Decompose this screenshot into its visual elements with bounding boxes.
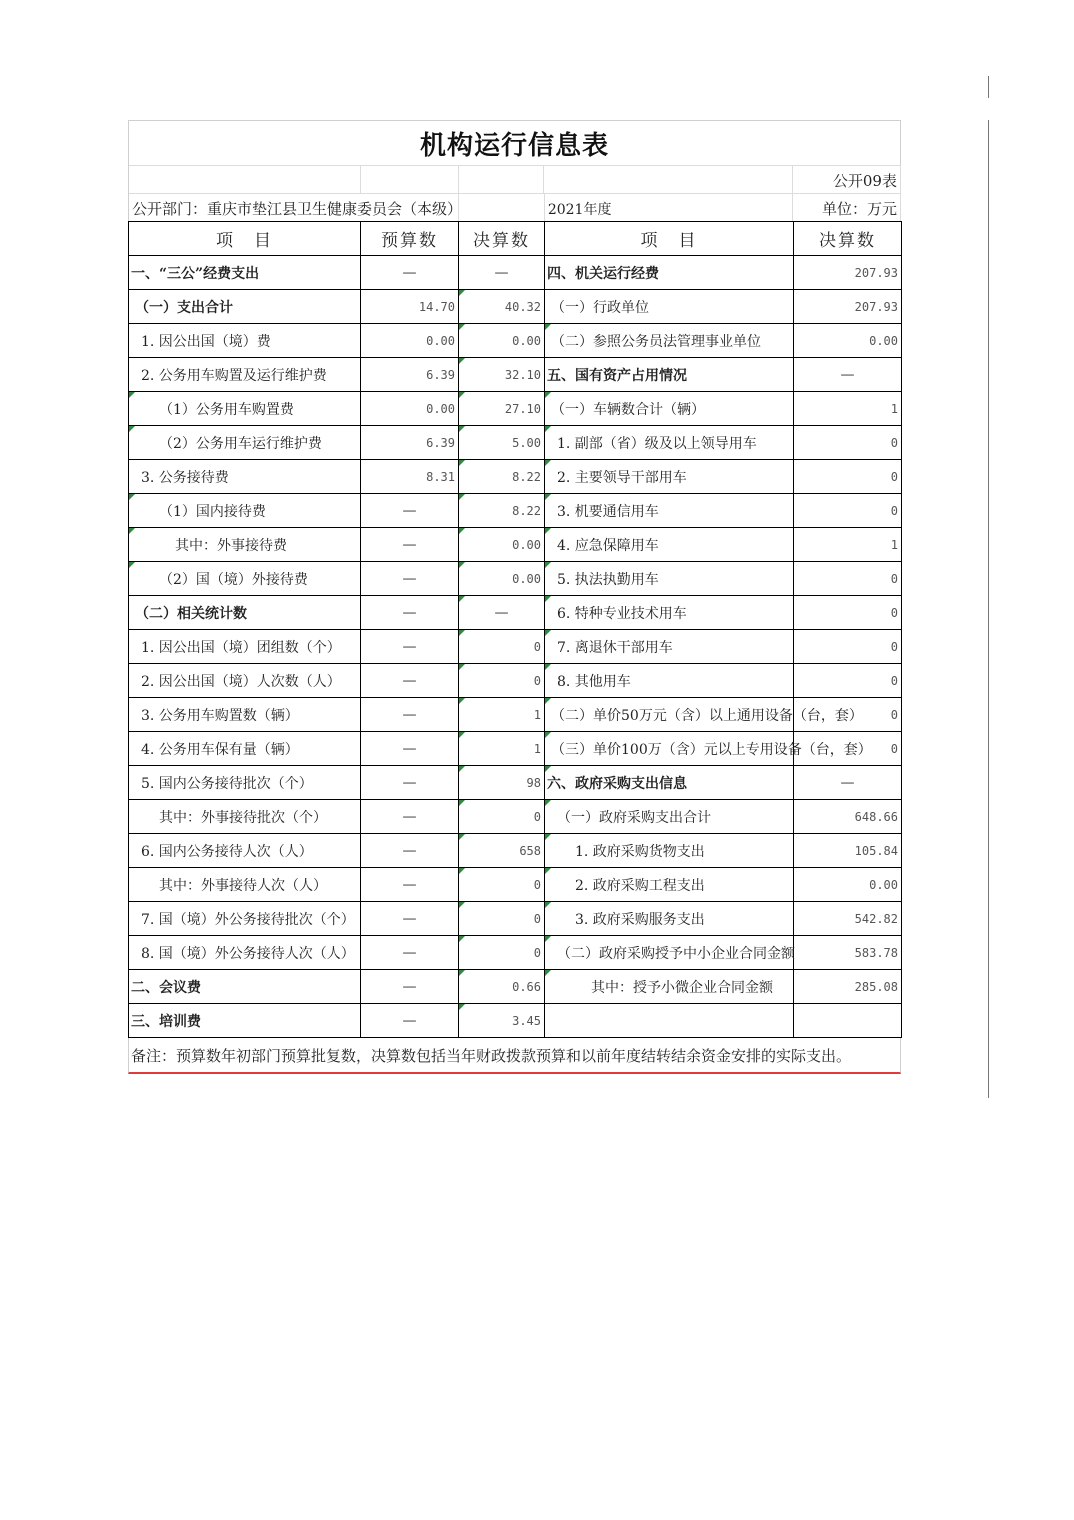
row-budget: — (361, 528, 459, 562)
table-row (129, 358, 902, 392)
row-budget: 0.00 (361, 392, 459, 426)
row-right-final: 0 (794, 664, 902, 698)
fiscal-year: 2021年度 (545, 193, 793, 221)
row-right-item: 五、国有资产占用情况 (545, 358, 794, 392)
table-row (129, 392, 902, 426)
row-right-item: （二）单价50万元（含）以上通用设备（台，套） (545, 698, 794, 732)
row-right-item: 3. 机要通信用车 (545, 494, 794, 528)
row-right-final: 0 (794, 732, 902, 766)
row-final: 0.00 (459, 528, 545, 562)
row-right-final: 0 (794, 460, 902, 494)
table-row (129, 698, 902, 732)
row-right-final: 0.00 (794, 868, 902, 902)
table-row (129, 460, 902, 494)
row-budget: — (361, 834, 459, 868)
row-right-item: 其中：授予小微企业合同金额 (545, 970, 794, 1004)
row-final: 658 (459, 834, 545, 868)
page-edge-marker (988, 76, 989, 98)
row-left-item: 一、“三公”经费支出 (129, 256, 361, 290)
row-left-item: 2. 因公出国（境）人次数（人） (129, 664, 361, 698)
row-right-item: （二）政府采购授予中小企业合同金额 (545, 936, 794, 970)
footnote: 备注：预算数年初部门预算批复数，决算数包括当年财政拨款预算和以前年度结转结余资金安排的实际支出。 (128, 1038, 901, 1074)
row-final: 8.22 (459, 460, 545, 494)
row-final: 8.22 (459, 494, 545, 528)
department-label: 公开部门：重庆市垫江县卫生健康委员会（本级） (129, 193, 459, 221)
row-left-item: 6. 国内公务接待人次（人） (129, 834, 361, 868)
row-budget: 0.00 (361, 324, 459, 358)
row-final: 0 (459, 902, 545, 936)
row-right-item: 3. 政府采购服务支出 (545, 902, 794, 936)
row-right-item: 六、政府采购支出信息 (545, 766, 794, 800)
row-left-item: 3. 公务用车购置数（辆） (129, 698, 361, 732)
row-final: 0 (459, 868, 545, 902)
table-row (129, 800, 902, 834)
row-left-item: 其中：外事接待人次（人） (129, 868, 361, 902)
row-budget: 8.31 (361, 460, 459, 494)
row-budget: — (361, 562, 459, 596)
table-row (129, 902, 902, 936)
row-budget: — (361, 766, 459, 800)
row-right-item: 2. 主要领导干部用车 (545, 460, 794, 494)
row-right-item: 1. 副部（省）级及以上领导用车 (545, 426, 794, 460)
row-right-final: 0.00 (794, 324, 902, 358)
row-right-final: 1 (794, 392, 902, 426)
row-budget: 14.70 (361, 290, 459, 324)
row-budget: — (361, 494, 459, 528)
table-row (129, 1004, 902, 1038)
table-row (129, 290, 902, 324)
row-final: 0.00 (459, 324, 545, 358)
row-budget: — (361, 630, 459, 664)
row-left-item: 8. 国（境）外公务接待人次（人） (129, 936, 361, 970)
row-budget: — (361, 596, 459, 630)
row-right-item: 8. 其他用车 (545, 664, 794, 698)
row-right-final: 207.93 (794, 256, 902, 290)
page-title: 机构运行信息表 (128, 120, 901, 165)
row-right-final: 0 (794, 698, 902, 732)
row-left-item: 1. 因公出国（境）费 (129, 324, 361, 358)
operations-table (128, 221, 902, 1038)
row-final: 0 (459, 664, 545, 698)
table-row (129, 324, 902, 358)
row-right-item: （一）政府采购支出合计 (545, 800, 794, 834)
row-left-item: 1. 因公出国（境）团组数（个） (129, 630, 361, 664)
row-right-final: 285.08 (794, 970, 902, 1004)
row-left-item: （一）支出合计 (129, 290, 361, 324)
table-row (129, 970, 902, 1004)
table-row (129, 732, 902, 766)
row-budget: — (361, 970, 459, 1004)
table-row (129, 630, 902, 664)
row-budget: — (361, 1004, 459, 1038)
row-right-final (794, 1004, 902, 1038)
row-final: 98 (459, 766, 545, 800)
row-budget: — (361, 936, 459, 970)
table-header-row (129, 222, 902, 256)
row-budget: — (361, 902, 459, 936)
row-left-item: （1）国内接待费 (129, 494, 361, 528)
row-right-item: 4. 应急保障用车 (545, 528, 794, 562)
row-right-item: 5. 执法执勤用车 (545, 562, 794, 596)
row-left-item: 三、培训费 (129, 1004, 361, 1038)
row-final: 0 (459, 800, 545, 834)
report-sheet (128, 120, 901, 1074)
row-left-item: 二、会议费 (129, 970, 361, 1004)
row-left-item: （2）公务用车运行维护费 (129, 426, 361, 460)
table-row (129, 766, 902, 800)
row-right-final: 583.78 (794, 936, 902, 970)
row-left-item: （二）相关统计数 (129, 596, 361, 630)
row-left-item: （1）公务用车购置费 (129, 392, 361, 426)
header-budget: 预算数 (361, 222, 459, 256)
row-budget: — (361, 732, 459, 766)
row-right-final: 105.84 (794, 834, 902, 868)
row-right-final: — (794, 358, 902, 392)
form-number: 公开09表 (793, 165, 901, 193)
row-final: 27.10 (459, 392, 545, 426)
row-left-item: 其中：外事接待批次（个） (129, 800, 361, 834)
row-right-item: （二）参照公务员法管理事业单位 (545, 324, 794, 358)
table-row (129, 664, 902, 698)
row-final: 40.32 (459, 290, 545, 324)
row-left-item: 其中：外事接待费 (129, 528, 361, 562)
row-final: — (459, 596, 545, 630)
table-row (129, 528, 902, 562)
header-final: 决算数 (459, 222, 545, 256)
row-right-item: （一）行政单位 (545, 290, 794, 324)
row-left-item: 2. 公务用车购置及运行维护费 (129, 358, 361, 392)
header-right-final: 决算数 (794, 222, 902, 256)
row-final: 32.10 (459, 358, 545, 392)
row-right-final: 0 (794, 494, 902, 528)
table-row (129, 834, 902, 868)
row-right-final: 1 (794, 528, 902, 562)
row-right-item: （一）车辆数合计（辆） (545, 392, 794, 426)
row-left-item: 5. 国内公务接待批次（个） (129, 766, 361, 800)
row-budget: 6.39 (361, 358, 459, 392)
row-final: 0.66 (459, 970, 545, 1004)
row-right-final: 0 (794, 596, 902, 630)
row-left-item: （2）国（境）外接待费 (129, 562, 361, 596)
row-right-final: 0 (794, 630, 902, 664)
row-final: 1 (459, 732, 545, 766)
row-budget: 6.39 (361, 426, 459, 460)
table-row (129, 936, 902, 970)
row-budget: — (361, 256, 459, 290)
unit-label: 单位：万元 (793, 193, 901, 221)
table-row (129, 596, 902, 630)
row-left-item: 4. 公务用车保有量（辆） (129, 732, 361, 766)
row-budget: — (361, 800, 459, 834)
row-right-final: — (794, 766, 902, 800)
row-right-final: 0 (794, 426, 902, 460)
row-final: 0 (459, 936, 545, 970)
row-right-final: 542.82 (794, 902, 902, 936)
row-final: 5.00 (459, 426, 545, 460)
row-final: 1 (459, 698, 545, 732)
table-row (129, 868, 902, 902)
row-right-item: （三）单价100万（含）元以上专用设备（台，套） (545, 732, 794, 766)
table-row (129, 256, 902, 290)
row-right-item: 6. 特种专业技术用车 (545, 596, 794, 630)
row-final: 0.00 (459, 562, 545, 596)
row-final: 3.45 (459, 1004, 545, 1038)
row-right-final: 0 (794, 562, 902, 596)
header-left-item: 项 目 (129, 222, 361, 256)
row-right-item: 2. 政府采购工程支出 (545, 868, 794, 902)
row-budget: — (361, 868, 459, 902)
row-left-item: 7. 国（境）外公务接待批次（个） (129, 902, 361, 936)
row-left-item: 3. 公务接待费 (129, 460, 361, 494)
row-right-item (545, 1004, 794, 1038)
row-right-item: 7. 离退休干部用车 (545, 630, 794, 664)
table-row (129, 494, 902, 528)
row-final: — (459, 256, 545, 290)
row-final: 0 (459, 630, 545, 664)
header-right-item: 项 目 (545, 222, 794, 256)
table-row (129, 426, 902, 460)
form-number-row (128, 165, 901, 193)
row-budget: — (361, 698, 459, 732)
row-right-item: 四、机关运行经费 (545, 256, 794, 290)
row-right-final: 648.66 (794, 800, 902, 834)
row-right-item: 1. 政府采购货物支出 (545, 834, 794, 868)
row-budget: — (361, 664, 459, 698)
page-edge-line (988, 120, 989, 1098)
meta-info-row (128, 193, 901, 221)
row-right-final: 207.93 (794, 290, 902, 324)
table-row (129, 562, 902, 596)
